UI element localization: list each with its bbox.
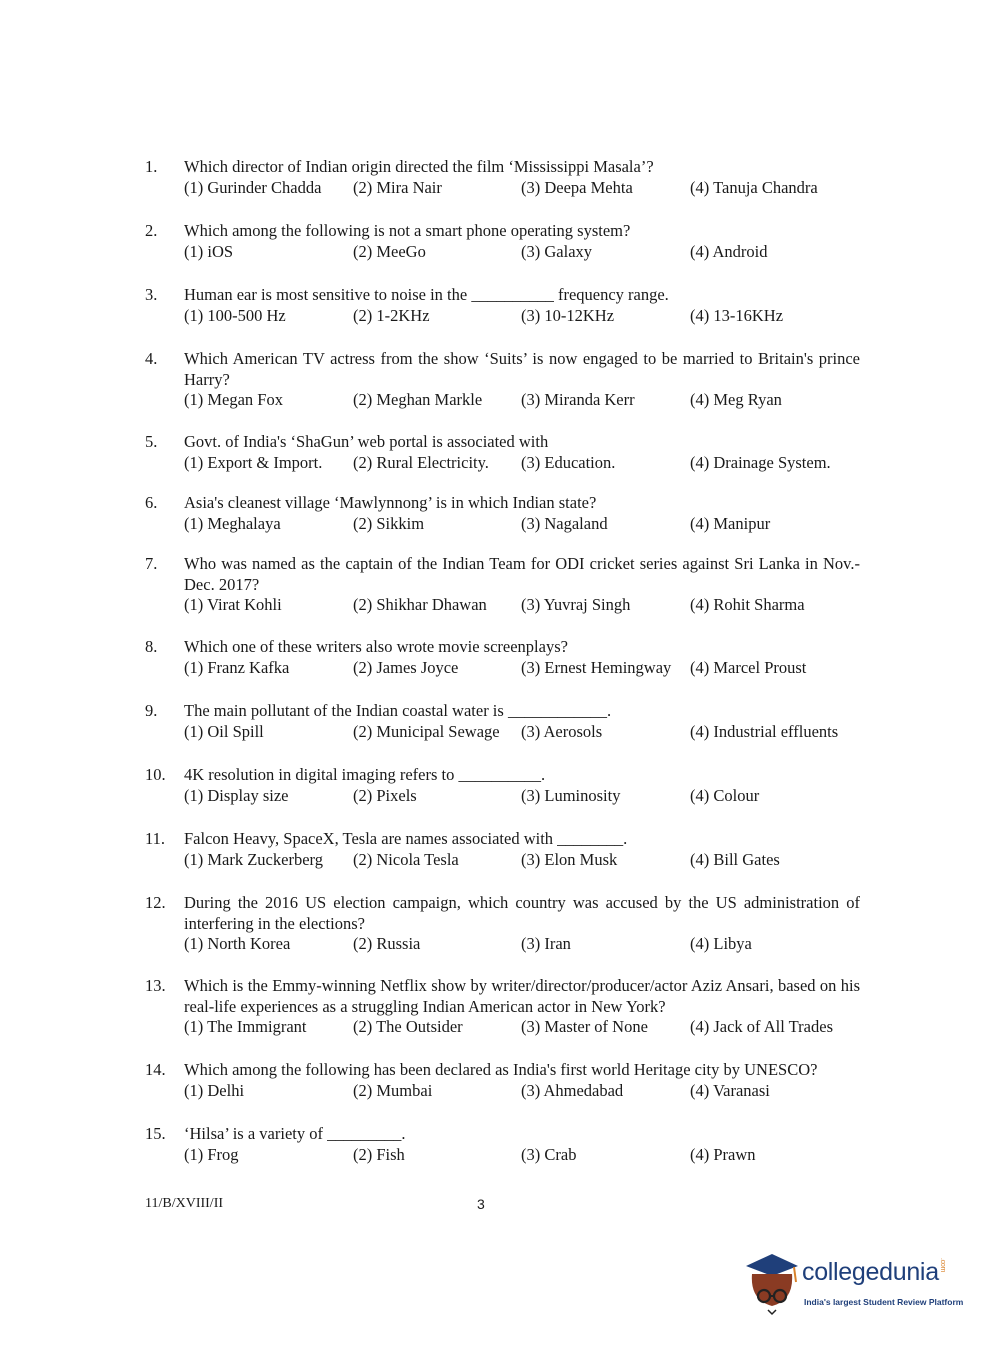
question-9	[145, 701, 860, 743]
question-text: The main pollutant of the Indian coastal water is ____________.	[184, 701, 612, 720]
option-1: (1) iOS	[184, 241, 234, 261]
option-4: (4) Colour	[690, 785, 760, 805]
question-number: 6.	[145, 493, 158, 512]
option-4: (4) Rohit Sharma	[690, 595, 805, 614]
mascot-icon	[742, 1252, 802, 1318]
option-4: (4) Bill Gates	[690, 849, 780, 869]
option-2: (2) Sikkim	[353, 513, 425, 533]
option-1: (1) Megan Fox	[184, 390, 283, 409]
question-number: 10.	[145, 765, 166, 784]
option-1: (1) Display size	[184, 785, 289, 805]
option-row	[184, 242, 860, 263]
option-row	[184, 850, 860, 871]
question-3	[145, 285, 860, 327]
option-2: (2) Mumbai	[353, 1080, 433, 1100]
option-1: (1) Delhi	[184, 1080, 245, 1100]
option-1: (1) Frog	[184, 1144, 239, 1164]
option-2: (2) Mira Nair	[353, 177, 442, 197]
question-11	[145, 829, 860, 871]
question-text: ‘Hilsa’ is a variety of _________.	[184, 1124, 406, 1143]
option-2: (2) Pixels	[353, 785, 417, 805]
question-number: 11.	[145, 829, 166, 848]
option-2: (2) Rural Electricity.	[353, 452, 489, 472]
question-2	[145, 221, 860, 263]
option-4: (4) Android	[690, 241, 768, 261]
question-13	[145, 976, 860, 1038]
question-number: 15.	[145, 1124, 166, 1143]
option-row	[184, 178, 860, 199]
question-15	[145, 1124, 860, 1166]
option-3: (3) Education.	[521, 452, 616, 472]
option-4: (4) 13-16KHz	[690, 305, 784, 325]
question-text: Who was named as the captain of the Indian Team for ODI cricket series against Sri Lanka in Nov.-Dec. 2017?	[184, 554, 860, 594]
option-row	[184, 1145, 860, 1166]
option-4: (4) Varanasi	[690, 1080, 770, 1100]
option-4: (4) Tanuja Chandra	[690, 177, 818, 197]
option-4: (4) Marcel Proust	[690, 657, 807, 677]
option-row	[184, 786, 860, 807]
option-3: (3) Ernest Hemingway	[521, 657, 672, 677]
collegedunia-logo	[742, 1252, 972, 1318]
option-row	[184, 722, 860, 743]
option-2: (2) James Joyce	[353, 657, 459, 677]
brand-name: collegedunia	[802, 1258, 939, 1286]
option-row	[184, 514, 860, 535]
question-text: Asia's cleanest village ‘Mawlynnong’ is in which Indian state?	[184, 493, 597, 512]
question-14	[145, 1060, 860, 1102]
question-text: Which one of these writers also wrote movie screenplays?	[184, 637, 568, 656]
option-3: (3) Aerosols	[521, 721, 603, 741]
question-number: 12.	[145, 893, 166, 912]
question-text: Human ear is most sensitive to noise in the __________ frequency range.	[184, 285, 669, 304]
question-text: Which director of Indian origin directed the film ‘Mississippi Masala’?	[184, 157, 654, 176]
option-4: (4) Meg Ryan	[690, 390, 782, 409]
question-8	[145, 637, 860, 679]
option-row	[184, 390, 860, 411]
brand-suffix: .com	[938, 1258, 946, 1272]
question-text: Govt. of India's ‘ShaGun’ web portal is associated with	[184, 432, 549, 451]
option-row	[184, 306, 860, 327]
option-3: (3) Iran	[521, 934, 571, 953]
option-3: (3) Miranda Kerr	[521, 390, 635, 409]
question-10	[145, 765, 860, 807]
option-1: (1) Gurinder Chadda	[184, 177, 322, 197]
option-2: (2) Fish	[353, 1144, 405, 1164]
question-1	[145, 157, 860, 199]
question-number: 7.	[145, 554, 158, 573]
option-4: (4) Drainage System.	[690, 452, 831, 472]
option-4: (4) Prawn	[690, 1144, 756, 1164]
option-1: (1) 100-500 Hz	[184, 305, 286, 325]
question-7	[145, 554, 860, 616]
option-row	[184, 1081, 860, 1102]
question-4	[145, 349, 860, 411]
option-2: (2) The Outsider	[353, 1017, 463, 1036]
option-3: (3) Galaxy	[521, 241, 593, 261]
option-2: (2) MeeGo	[353, 241, 426, 261]
option-1: (1) Mark Zuckerberg	[184, 849, 323, 869]
brand-tagline: India's largest Student Review Platform	[804, 1297, 964, 1307]
question-number: 1.	[145, 157, 158, 176]
option-3: (3) Nagaland	[521, 513, 608, 533]
option-row	[184, 1017, 860, 1038]
question-6	[145, 493, 860, 535]
option-row	[184, 453, 860, 474]
question-number: 2.	[145, 221, 158, 240]
option-3: (3) Deepa Mehta	[521, 177, 633, 197]
option-2: (2) Shikhar Dhawan	[353, 595, 487, 614]
question-text: Which among the following is not a smart phone operating system?	[184, 221, 631, 240]
question-number: 3.	[145, 285, 158, 304]
question-number: 14.	[145, 1060, 166, 1079]
option-1: (1) Virat Kohli	[184, 595, 282, 614]
option-2: (2) Russia	[353, 934, 421, 953]
option-3: (3) Master of None	[521, 1017, 648, 1036]
option-4: (4) Libya	[690, 934, 752, 953]
page-number: 3	[477, 1196, 485, 1212]
option-1: (1) Franz Kafka	[184, 657, 290, 677]
option-row	[184, 934, 860, 955]
option-2: (2) Nicola Tesla	[353, 849, 459, 869]
option-1: (1) North Korea	[184, 934, 291, 953]
question-text: 4K resolution in digital imaging refers to __________.	[184, 765, 546, 784]
option-4: (4) Industrial effluents	[690, 721, 839, 741]
question-12	[145, 893, 860, 955]
question-number: 4.	[145, 349, 158, 368]
question-text: Which American TV actress from the show ‘Suits’ is now engaged to be married to Britain's prince Harry?	[184, 349, 860, 389]
option-row	[184, 658, 860, 679]
question-text: During the 2016 US election campaign, which country was accused by the US administration of interfering in the elections?	[184, 893, 860, 933]
question-text: Falcon Heavy, SpaceX, Tesla are names associated with ________.	[184, 829, 628, 848]
option-2: (2) Meghan Markle	[353, 390, 483, 409]
option-1: (1) The Immigrant	[184, 1017, 307, 1036]
option-3: (3) Crab	[521, 1144, 577, 1164]
option-4: (4) Manipur	[690, 513, 771, 533]
question-5	[145, 432, 860, 474]
question-number: 13.	[145, 976, 166, 995]
question-number: 9.	[145, 701, 158, 720]
option-3: (3) Yuvraj Singh	[521, 595, 631, 614]
question-text: Which is the Emmy-winning Netflix show by writer/director/producer/actor Aziz Ansari, based on his real-life experiences as a struggling Indian American actor in New York?	[184, 976, 860, 1016]
option-row	[184, 595, 860, 616]
option-2: (2) Municipal Sewage	[353, 721, 500, 741]
option-1: (1) Oil Spill	[184, 721, 264, 741]
question-number: 5.	[145, 432, 158, 451]
option-1: (1) Meghalaya	[184, 513, 281, 533]
paper-code: 11/B/XVIII/II	[145, 1196, 224, 1211]
option-2: (2) 1-2KHz	[353, 305, 430, 325]
question-number: 8.	[145, 637, 158, 656]
option-4: (4) Jack of All Trades	[690, 1017, 833, 1036]
option-3: (3) Ahmedabad	[521, 1080, 624, 1100]
option-1: (1) Export & Import.	[184, 452, 323, 472]
option-3: (3) 10-12KHz	[521, 305, 615, 325]
question-text: Which among the following has been declared as India's first world Heritage city by UNESCO?	[184, 1060, 818, 1079]
option-3: (3) Luminosity	[521, 785, 621, 805]
option-3: (3) Elon Musk	[521, 849, 618, 869]
